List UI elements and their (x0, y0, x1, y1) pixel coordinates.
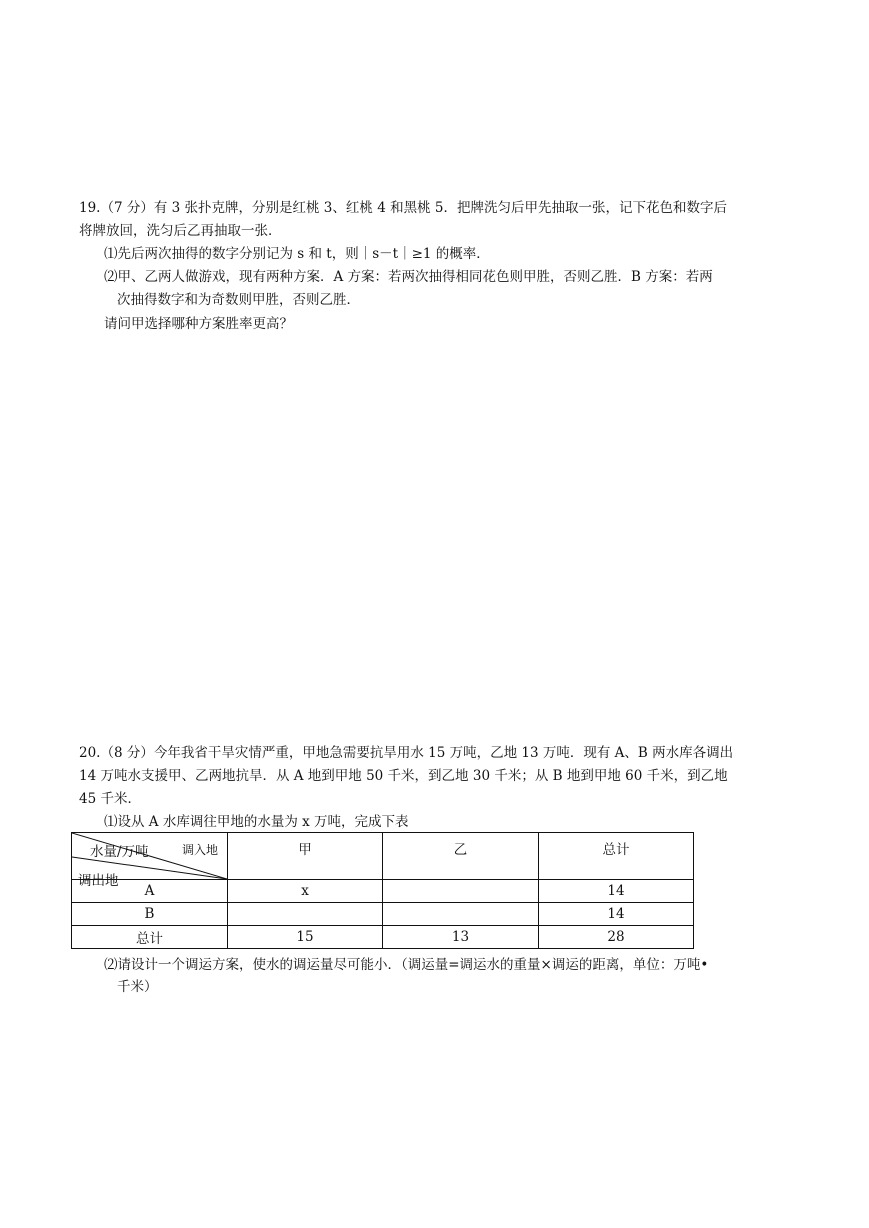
table-row-a (72, 880, 694, 903)
q20-stem-line1: 20.（8 分）今年我省干旱灾情严重，甲地急需要抗旱用水 15 万吨，乙地 13 万吨．现有 A、B 两水库各调出 (79, 745, 734, 761)
water-distribution-table (71, 832, 694, 949)
row-label-total: 总计 (72, 926, 228, 949)
q19-stem-line2: 将牌放回，洗匀后乙再抽取一张． (79, 223, 282, 239)
q19-stem-line1: 19.（7 分）有 3 张扑克牌，分别是红桃 3、红桃 4 和黑桃 5．把牌洗匀后甲先抽取一张，记下花色和数字后 (79, 200, 727, 216)
column-header-yi: 乙 (383, 833, 539, 880)
q20-part2-line1: ⑵请设计一个调运方案，使水的调运量尽可能小．（调运量=调运水的重量×调运的距离，单位：万吨• (104, 957, 709, 973)
q20-stem-line2: 14 万吨水支援甲、乙两地抗旱．从 A 地到甲地 50 千米，到乙地 30 千米；从 B 地到甲地 60 千米，到乙地 (79, 768, 728, 784)
table-header-row (72, 833, 694, 880)
header-source: 调出地 (78, 873, 119, 889)
cell-b-total: 14 (539, 903, 694, 926)
cell-b-jia (228, 903, 383, 926)
q20-part1: ⑴设从 A 水库调往甲地的水量为 x 万吨，完成下表 (104, 814, 409, 830)
q19-part2-line1: ⑵甲、乙两人做游戏，现有两种方案．A 方案：若两次抽得相同花色则甲胜，否则乙胜．B 方案：若两 (104, 269, 713, 285)
cell-a-jia: x (228, 880, 383, 903)
q19-part1: ⑴先后两次抽得的数字分别记为 s 和 t，则｜s－t｜≥1 的概率． (104, 246, 490, 262)
cell-b-yi (383, 903, 539, 926)
cell-a-total: 14 (539, 880, 694, 903)
cell-total-total: 28 (539, 926, 694, 949)
q19-question: 请问甲选择哪种方案胜率更高？ (104, 316, 293, 332)
header-water-unit: 水量/万吨 (90, 844, 149, 860)
table-row-total (72, 926, 694, 949)
cell-total-jia: 15 (228, 926, 383, 949)
diagonal-header-cell (72, 833, 228, 889)
q20-stem-line3: 45 千米． (79, 791, 141, 807)
row-label-b: B (72, 903, 228, 926)
column-header-jia: 甲 (228, 833, 383, 880)
row-label-a: A (72, 880, 228, 903)
table-row-b (72, 903, 694, 926)
q20-part2-line2: 千米） (117, 979, 158, 995)
cell-total-yi: 13 (383, 926, 539, 949)
q19-part2-line2: 次抽得数字和为奇数则甲胜，否则乙胜． (117, 292, 360, 308)
cell-a-yi (383, 880, 539, 903)
header-destination: 调入地 (182, 843, 219, 857)
column-header-total: 总计 (539, 833, 694, 880)
